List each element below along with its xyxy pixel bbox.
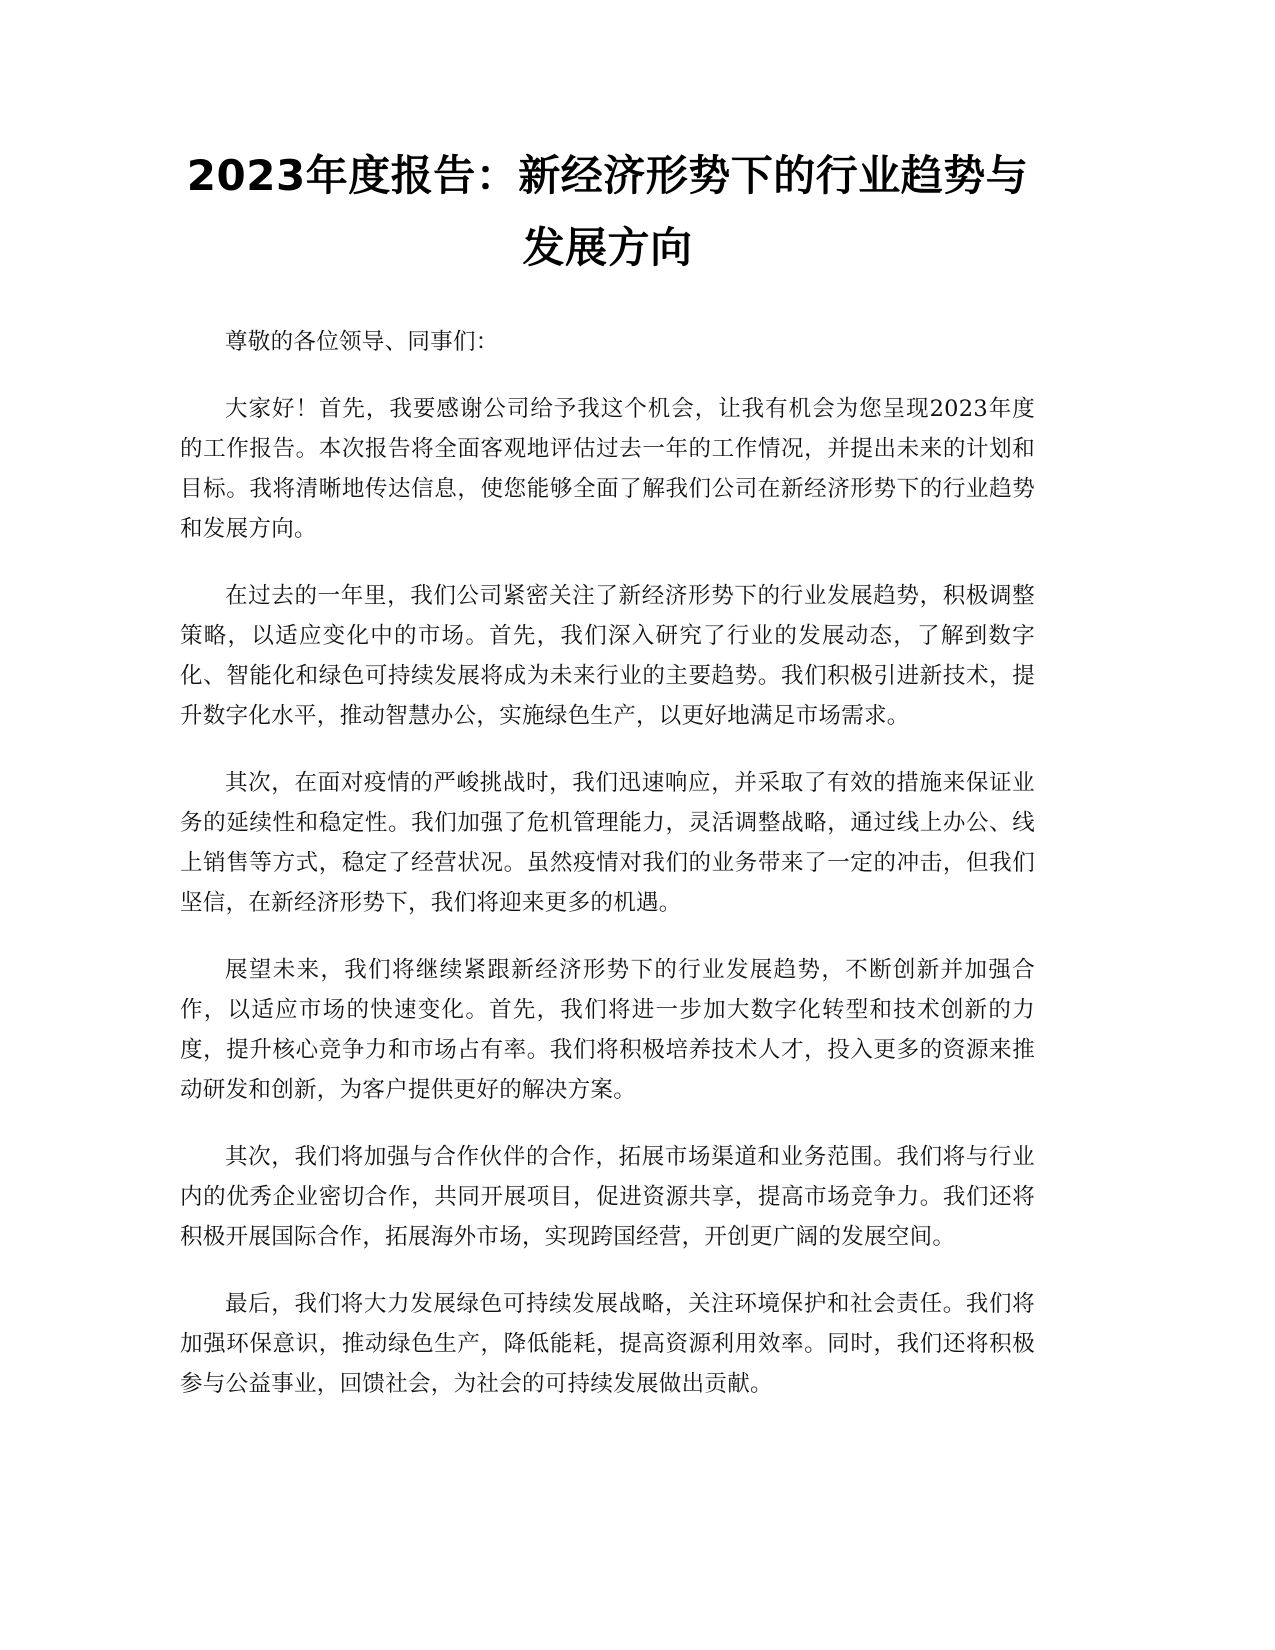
sustainability-paragraph: 最后，我们将大力发展绿色可持续发展战略，关注环境保护和社会责任。我们将加强环保意识，推动绿色生产，降低能耗，提高资源利用效率。同时，我们还将积极参与公益事业，回馈社会，为社会的可持续发展做出贡献。 xyxy=(180,1291,1035,1397)
pandemic-paragraph: 其次，在面对疫情的严峻挑战时，我们迅速响应，并采取了有效的措施来保证业务的延续性和稳定性。我们加强了危机管理能力，灵活调整战略，通过线上办公、线上销售等方式，稳定了经营状况。虽然疫情对我们的业务带来了一定的冲击，但我们坚信，在新经济形势下，我们将迎来更多的机遇。 xyxy=(180,770,1035,916)
review-paragraph: 在过去的一年里，我们公司紧密关注了新经济形势下的行业发展趋势，积极调整策略，以适应变化中的市场。首先，我们深入研究了行业的发展动态，了解到数字化、智能化和绿色可持续发展将成为未来行业的主要趋势。我们积极引进新技术，提升数字化水平，推动智慧办公，实施绿色生产，以更好地满足市场需求。 xyxy=(180,583,1035,729)
salutation-paragraph: 尊敬的各位领导、同事们： xyxy=(225,329,499,355)
document-page xyxy=(180,140,1035,1431)
title-line-2: 发展方向 xyxy=(522,223,693,272)
document-title xyxy=(180,140,1035,284)
partnership-paragraph: 其次，我们将加强与合作伙伴的合作，拓展市场渠道和业务范围。我们将与行业内的优秀企业密切合作，共同开展项目，促进资源共享，提高市场竞争力。我们还将积极开展国际合作，拓展海外市场，实现跨国经营，开创更广阔的发展空间。 xyxy=(180,1144,1035,1250)
intro-paragraph: 大家好！首先，我要感谢公司给予我这个机会，让我有机会为您呈现2023年度的工作报告。本次报告将全面客观地评估过去一年的工作情况，并提出未来的计划和目标。我将清晰地传达信息，使您能够全面了解我们公司在新经济形势下的行业趋势和发展方向。 xyxy=(180,396,1035,542)
outlook-paragraph: 展望未来，我们将继续紧跟新经济形势下的行业发展趋势，不断创新并加强合作，以适应市场的快速变化。首先，我们将进一步加大数字化转型和技术创新的力度，提升核心竞争力和市场占有率。我们将积极培养技术人才，投入更多的资源来推动研发和创新，为客户提供更好的解决方案。 xyxy=(180,957,1035,1103)
title-line-1: 2023年度报告：新经济形势下的行业趋势与 xyxy=(186,151,1029,200)
